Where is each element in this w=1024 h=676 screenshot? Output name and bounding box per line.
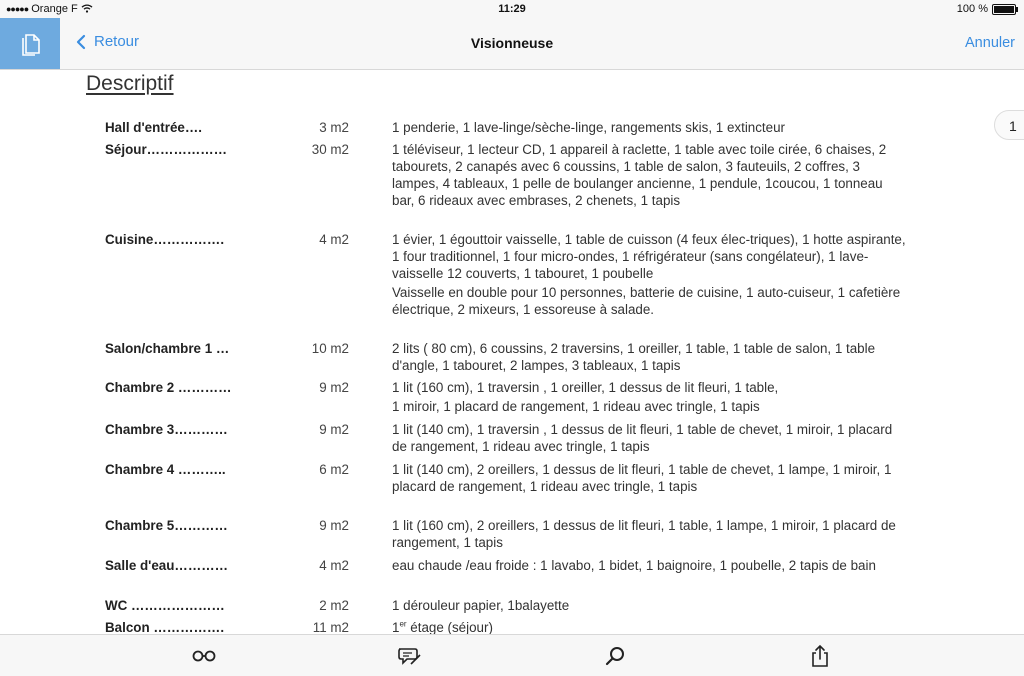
page-title: Visionneuse: [470, 35, 554, 51]
description-text: 1 miroir, 1 placard de rangement, 1 rideau avec tringle, 1 tapis: [392, 399, 760, 414]
room-area: 4 m2: [319, 232, 349, 247]
description-text: 1 lit (160 cm), 2 oreillers, 1 dessus de lit fleuri, 1 table, 1 lampe, 1 miroir, 1 placard de rangement, 1 tapis: [392, 518, 896, 550]
cancel-button[interactable]: Annuler: [965, 35, 1015, 51]
room-area: 11 m2: [312, 620, 349, 634]
battery-percent: 100 %: [956, 3, 988, 15]
room-area: 4 m2: [319, 558, 349, 573]
share-icon[interactable]: [806, 644, 834, 668]
glasses-icon[interactable]: [190, 644, 218, 668]
page-number-badge[interactable]: 1: [994, 110, 1024, 140]
room-name: Balcon …………….: [105, 620, 225, 634]
carrier-name: Orange F: [31, 3, 78, 15]
search-icon[interactable]: [602, 644, 630, 668]
room-description: [392, 141, 907, 209]
room-description: [392, 619, 907, 634]
room-area: 9 m2: [319, 380, 349, 395]
room-name: Chambre 2 …………: [105, 380, 232, 395]
description-text: 1 lit (140 cm), 2 oreillers, 1 dessus de lit fleuri, 1 table de chevet, 1 lampe, 1 miroir, 1 placard de rangement, 1 rideau avec tringle, 1 tapis: [392, 462, 892, 494]
room-area: 6 m2: [319, 462, 349, 477]
room-name: Chambre 5…………: [105, 518, 228, 533]
status-time: 11:29: [498, 3, 526, 15]
description-text: 1er étage (séjour): [392, 619, 493, 634]
room-description: [392, 517, 907, 551]
room-name: Salle d'eau…………: [105, 558, 228, 573]
room-area: 3 m2: [319, 120, 349, 135]
annotate-icon[interactable]: [395, 644, 423, 668]
description-text: 1 lit (160 cm), 1 traversin , 1 oreiller, 1 dessus de lit fleuri, 1 table,: [392, 380, 779, 395]
room-area: 30 m2: [311, 142, 349, 157]
description-text: 2 lits ( 80 cm), 6 coussins, 2 traversins, 1 oreiller, 1 table, 1 table de salon, 1 table d'angle, 1 tabouret, 2 lampes, 3 tableaux, 1 tapis: [392, 341, 876, 373]
battery-icon: [992, 4, 1016, 15]
status-battery-area: [957, 3, 1016, 15]
description-text: 1 téléviseur, 1 lecteur CD, 1 appareil à raclette, 1 table avec toile cirée, 6 chaises, 2 tabourets, 2 canapés avec 6 coussins, 1 table de salon, 3 fauteuils, 2 coffres, 3 lampes, 4 tableaux, 1 pelle de boulanger ancienne, 1 pendule, 1coucou, 1 tonneau bar, 6 rideaux avec embrases, 2 chenets, 1 tapis: [392, 142, 887, 208]
room-description: [392, 231, 907, 318]
room-name: Chambre 4 ………..: [105, 462, 226, 477]
room-name: Salon/chambre 1 …: [105, 341, 230, 356]
room-name: Séjour………………: [105, 142, 228, 157]
room-description: [392, 597, 907, 614]
room-description: [392, 421, 907, 455]
room-name: Hall d'entrée….: [105, 120, 202, 135]
document-viewer[interactable]: [0, 70, 1024, 634]
description-text: 1 dérouleur papier, 1balayette: [392, 598, 570, 613]
room-name: Chambre 3…………: [105, 422, 228, 437]
signal-icon: ●●●●●: [6, 4, 29, 14]
room-area: 10 m2: [311, 341, 349, 356]
room-area: 9 m2: [319, 422, 349, 437]
room-name: WC …………………: [105, 598, 225, 613]
description-text: Vaisselle en double pour 10 personnes, batterie de cuisine, 1 auto-cuiseur, 1 cafetière électrique, 2 mixeurs, 1 essoreuse à salade.: [392, 285, 901, 317]
room-description: [392, 340, 907, 374]
description-text: 1 évier, 1 égouttoir vaisselle, 1 table de cuisson (4 feux élec-triques), 1 hotte aspirante, 1 four traditionnel, 1 four micro-ondes, 1 réfrigérateur (sans congélateur), 1 lave-vaisselle 12 couverts, 1 tabouret, 1 poubelle: [392, 232, 906, 281]
status-bar: [0, 0, 1024, 18]
room-area: 9 m2: [319, 518, 349, 533]
room-area: 2 m2: [319, 598, 349, 613]
bottom-toolbar: [0, 634, 1024, 676]
description-text: 1 penderie, 1 lave-linge/sèche-linge, rangements skis, 1 extincteur: [392, 120, 786, 135]
room-description: [392, 461, 907, 495]
description-text: eau chaude /eau froide : 1 lavabo, 1 bidet, 1 baignoire, 1 poubelle, 2 tapis de bain: [392, 558, 876, 573]
back-label: Retour: [94, 33, 140, 50]
description-text: 1 lit (140 cm), 1 traversin , 1 dessus de lit fleuri, 1 table de chevet, 1 miroir, 1 placard de rangement, 1 rideau avec tringle, 1 tapis: [392, 422, 893, 454]
room-description: [392, 379, 907, 415]
navigation-bar: [0, 18, 1024, 70]
room-description: [392, 119, 907, 136]
document-heading: Descriptif: [86, 72, 174, 95]
room-description: [392, 557, 907, 574]
room-name: Cuisine…………….: [105, 232, 225, 247]
